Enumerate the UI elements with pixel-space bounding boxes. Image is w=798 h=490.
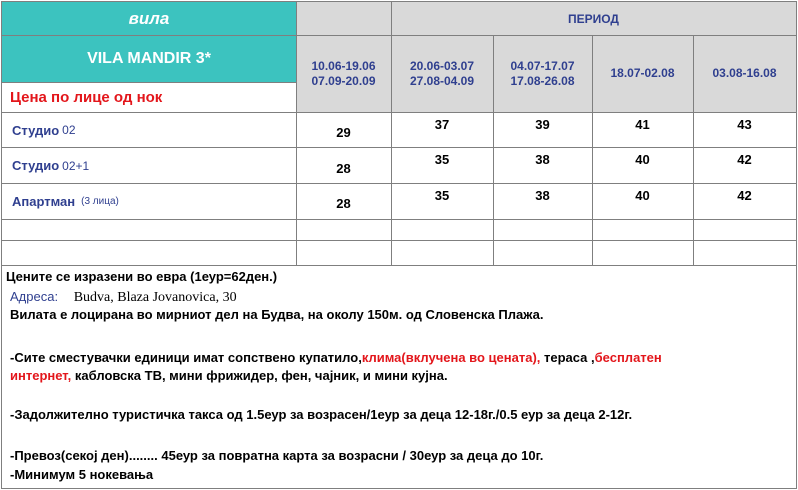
period-3-line-2: 17.08-26.08 — [510, 73, 575, 88]
period-2-line-2: 27.08-04.09 — [409, 73, 475, 88]
room-row-apartment — [2, 184, 296, 219]
price-cell: 40 — [635, 188, 650, 203]
amenities-highlight: бесплатен — [594, 350, 662, 365]
price-cell: 41 — [635, 117, 650, 132]
period-column-3 — [493, 35, 592, 112]
minimum-nights-note: -Минимум 5 нокевања — [10, 467, 154, 482]
amenities-highlight: интернет, — [10, 368, 72, 383]
price-cell: 42 — [737, 152, 752, 167]
price-cell: 35 — [434, 152, 450, 167]
price-cell: 38 — [535, 188, 550, 203]
room-sub: (3 лица) — [81, 196, 119, 207]
period-column-1 — [296, 35, 391, 112]
room-name: Апартман — [12, 194, 76, 209]
period-column-2 — [391, 35, 493, 112]
price-cell: 38 — [535, 152, 550, 167]
villa-name: VILA MANDIR 3* — [87, 49, 211, 67]
price-per-night-label: Цена по лице од нок — [10, 89, 163, 106]
empty-header-cell — [296, 2, 391, 35]
amenities-highlight: клима(вклучена во цената), — [361, 350, 541, 365]
room-name: Студио — [12, 158, 60, 173]
period-1-line-1: 10.06-19.06 — [311, 58, 376, 73]
tax-note: -Задолжително туристичка такса од 1.5еур за возрасен/1еур за деца 12-18г./0.5 еур за деца 2-12г. — [10, 407, 633, 422]
amenities-line-2 — [10, 367, 448, 384]
period-column-4 — [592, 35, 693, 112]
address-value: Budva, Blaza Jovanovica, 30 — [73, 290, 237, 305]
price-cell: 35 — [434, 188, 450, 203]
room-sub: 02 — [62, 123, 76, 137]
price-cell: 43 — [737, 117, 752, 132]
amenities-text: -Сите сместувачки единици имат сопствено купатило, — [10, 350, 362, 365]
period-4-line-1: 18.07-02.08 — [610, 66, 675, 80]
currency-note: Цените се изразени во евра (1еур=62ден.) — [6, 269, 278, 284]
price-cell: 29 — [336, 125, 351, 140]
price-cell: 37 — [434, 117, 450, 132]
period-column-5 — [693, 35, 796, 112]
villa-label: вила — [128, 8, 170, 28]
amenities-text: тераса , — [540, 350, 595, 365]
room-row-studio-02-1 — [2, 148, 296, 183]
room-sub: 02+1 — [62, 158, 90, 173]
price-cell: 40 — [635, 152, 650, 167]
period-3-line-1: 04.07-17.07 — [510, 58, 575, 73]
transfer-note: -Превоз(секој ден)........ 45еур за повратна карта за возрасни / 30еур за деца до 10г. — [10, 448, 544, 463]
price-cell: 39 — [535, 117, 550, 132]
room-row-studio-02 — [2, 113, 296, 147]
amenities-line-1 — [10, 349, 662, 366]
address-label: Адреса: — [10, 289, 59, 304]
address-line — [10, 288, 237, 306]
price-cell: 28 — [336, 196, 351, 211]
period-1-line-2: 07.09-20.09 — [311, 73, 376, 88]
period-2-line-1: 20.06-03.07 — [409, 58, 475, 73]
period-5-line-1: 03.08-16.08 — [712, 66, 777, 80]
amenities-text: кабловска ТВ, мини фрижидер, фен, чајник, и мини кујна. — [71, 368, 448, 383]
location-note: Вилата е лоцирана во мирниот дел на Будва, на околу 150м. од Словенска Плажа. — [10, 307, 544, 322]
price-cell: 28 — [336, 161, 351, 176]
period-label: ПЕРИОД — [568, 11, 619, 26]
price-cell: 42 — [737, 188, 752, 203]
room-name: Студио — [12, 122, 60, 138]
